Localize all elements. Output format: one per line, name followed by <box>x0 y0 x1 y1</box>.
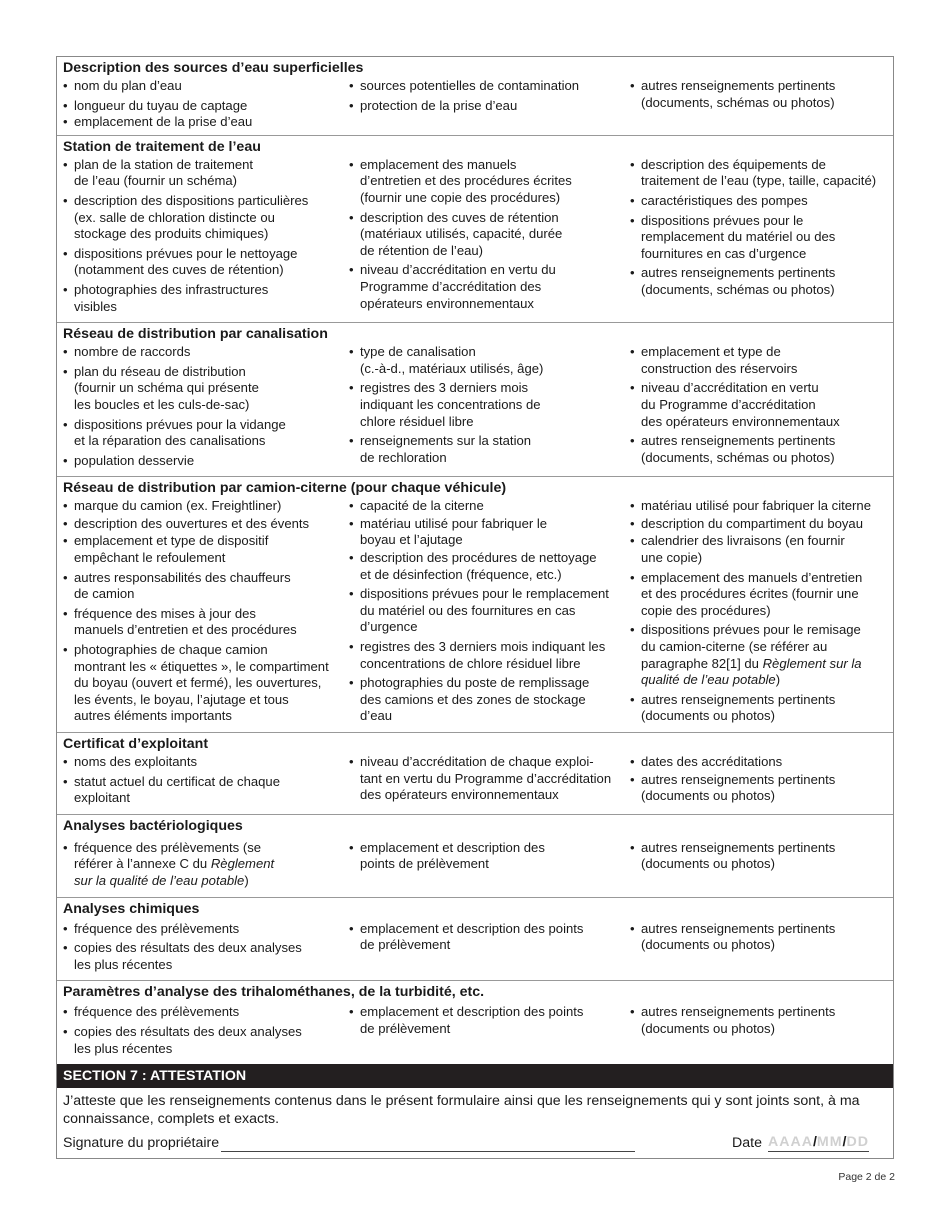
list-item: • description des dispositions particulières (ex. salle de chloration distincte ou stockage des produits chimiques) <box>63 193 349 243</box>
item-text: dispositions prévues pour le remisage du camion-citerne (se référer au paragraphe 82[1] du <box>641 622 861 671</box>
section-title: Réseau de distribution par canalisation <box>63 326 328 343</box>
section-tanker-network <box>57 477 893 733</box>
section-title: Analyses chimiques <box>63 900 200 917</box>
list-item: • autres renseignements pertinents (documents ou photos) <box>630 692 888 725</box>
date-separator: / <box>842 1134 847 1151</box>
attestation-text: J’atteste que les renseignements contenus dans le présent formulaire ainsi que les renseignements qui y sont joints sont, à ma connaissance, complets et exacts. <box>63 1093 860 1128</box>
list-item: • niveau d’accréditation de chaque exploi- tant en vertu du Programme d’accréditation des opérateurs environnementaux <box>349 754 630 804</box>
list-item: • dispositions prévues pour le remplacement du matériel ou des fournitures en cas d’urgence <box>349 586 630 636</box>
list-item: • caractéristiques des pompes <box>630 193 888 210</box>
page-number: Page 2 de 2 <box>838 1171 895 1183</box>
list-item: • fréquence des mises à jour des manuels d’entretien et des procédures <box>63 606 349 639</box>
list-item: • matériau utilisé pour fabriquer le boyau et l’ajutage <box>349 516 630 549</box>
section-title: Réseau de distribution par camion-citerne (pour chaque véhicule) <box>63 480 507 497</box>
list-item: • emplacement et description des points de prélèvement <box>349 1004 630 1037</box>
list-item: • emplacement de la prise d’eau <box>63 114 349 131</box>
list-item: • dates des accréditations <box>630 754 888 771</box>
list-item: • plan du réseau de distribution (fournir un schéma qui présente les boucles et les culs-de-sac) <box>63 364 349 414</box>
section-pipe-network <box>57 323 893 477</box>
list-item: • niveau d’accréditation en vertu du Programme d’accréditation des opérateurs environnementaux <box>630 380 888 430</box>
list-item: • description des ouvertures et des évents <box>63 516 349 533</box>
regulation-reference: Règlement sur la qualité de l’eau potable <box>641 655 862 688</box>
section-operator-certificate <box>57 733 893 815</box>
list-item: • nom du plan d’eau <box>63 78 349 95</box>
list-item: • registres des 3 derniers mois indiquant les concentrations de chlore résiduel libre <box>349 380 630 430</box>
list-item: • autres renseignements pertinents (documents ou photos) <box>630 921 888 954</box>
section-title: Analyses bactériologiques <box>63 817 243 834</box>
list-item: • dispositions prévues pour le nettoyage (notamment des cuves de rétention) <box>63 246 349 279</box>
signature-row <box>63 1133 887 1152</box>
date-label: Date <box>732 1135 762 1152</box>
section-treatment-station <box>57 136 893 323</box>
list-item: • protection de la prise d’eau <box>349 98 630 115</box>
section-title: Certificat d’exploitant <box>63 736 209 752</box>
list-item: • sources potentielles de contamination <box>349 78 630 95</box>
date-month-field[interactable]: MM <box>816 1134 843 1151</box>
list-item: • capacité de la citerne <box>349 498 630 515</box>
section-bacteriological-analyses <box>57 815 893 898</box>
section-title: Description des sources d’eau superficielles <box>63 60 364 76</box>
list-item: • registres des 3 derniers mois indiquant les concentrations de chlore résiduel libre <box>349 639 630 672</box>
list-item: • nombre de raccords <box>63 344 349 361</box>
list-item: • noms des exploitants <box>63 754 349 771</box>
list-item: • description des procédures de nettoyage et de désinfection (fréquence, etc.) <box>349 550 630 583</box>
list-item: • population desservie <box>63 453 349 470</box>
list-item: • statut actuel du certificat de chaque exploitant <box>63 774 349 807</box>
list-item: • autres renseignements pertinents (documents ou photos) <box>630 772 888 805</box>
list-item: • renseignements sur la station de rechloration <box>349 433 630 466</box>
checklist-form <box>56 56 894 1159</box>
item-text: ) <box>244 872 249 888</box>
list-item: • emplacement et description des points de prélèvement <box>349 840 630 873</box>
date-field[interactable] <box>768 1133 869 1152</box>
list-item: • photographies du poste de remplissage des camions et des zones de stockage d’eau <box>349 675 630 725</box>
list-item: • calendrier des livraisons (en fournir une copie) <box>630 533 888 566</box>
list-item: • longueur du tuyau de captage <box>63 98 349 115</box>
list-item: • emplacement et type de construction des réservoirs <box>630 344 888 377</box>
list-item <box>630 622 888 688</box>
list-item: • matériau utilisé pour fabriquer la citerne <box>630 498 888 515</box>
list-item: • copies des résultats des deux analyses les plus récentes <box>63 940 349 973</box>
date-year-field[interactable]: AAAA <box>767 1134 813 1151</box>
list-item: • description du compartiment du boyau <box>630 516 888 533</box>
list-item: • emplacement et type de dispositif empêchant le refoulement <box>63 533 349 566</box>
list-item: • marque du camion (ex. Freightliner) <box>63 498 349 515</box>
list-item: • photographies des infrastructures visibles <box>63 282 349 315</box>
list-item: • description des équipements de traitement de l’eau (type, taille, capacité) <box>630 157 888 190</box>
signature-label: Signature du propriétaire <box>63 1135 220 1152</box>
list-item: • dispositions prévues pour le remplacement du matériel ou des fournitures en cas d’urgence <box>630 213 888 263</box>
list-item <box>63 840 349 890</box>
item-text: ) <box>775 672 781 688</box>
list-item: • photographies de chaque camion montrant les « étiquettes », le compartiment du boyau (ouvert et fermé), les ouvertures, les évents, le boyau, l’ajutage et tous autres éléments importants <box>63 642 349 725</box>
section-title: Station de traitement de l’eau <box>63 138 261 155</box>
section-title: Paramètres d’analyse des trihalométhanes, de la turbidité, etc. <box>63 984 485 1001</box>
attestation-header: SECTION 7 : ATTESTATION <box>57 1064 893 1088</box>
list-item: • autres renseignements pertinents (documents, schémas ou photos) <box>630 78 888 111</box>
list-item: • copies des résultats des deux analyses les plus récentes <box>63 1024 349 1057</box>
list-item: • autres renseignements pertinents (documents, schémas ou photos) <box>630 265 888 298</box>
list-item: • autres renseignements pertinents (documents, schémas ou photos) <box>630 433 888 466</box>
section-chemical-analyses <box>57 898 893 982</box>
date-day-field[interactable]: DD <box>846 1134 869 1151</box>
list-item: • autres renseignements pertinents (documents ou photos) <box>630 840 888 873</box>
list-item: • description des cuves de rétention (matériaux utilisés, capacité, durée de rétention de l’eau) <box>349 210 630 260</box>
list-item: • emplacement des manuels d’entretien et des procédures écrites (fournir une copie des procédures) <box>630 570 888 620</box>
list-item: • emplacement et description des points de prélèvement <box>349 921 630 954</box>
section-surface-water <box>57 57 893 136</box>
list-item: • plan de la station de traitement de l’eau (fournir un schéma) <box>63 157 349 190</box>
attestation-block <box>57 1088 893 1158</box>
list-item: • dispositions prévues pour la vidange et la réparation des canalisations <box>63 417 349 450</box>
list-item: • fréquence des prélèvements <box>63 1004 349 1021</box>
date-separator: / <box>812 1134 817 1151</box>
regulation-reference: Règlement sur la qualité de l’eau potable <box>74 856 275 888</box>
signature-field[interactable] <box>221 1137 635 1152</box>
list-item: • emplacement des manuels d’entretien et des procédures écrites (fournir une copie des procédures) <box>349 157 630 207</box>
section-thm-turbidity <box>57 981 893 1064</box>
list-item: • autres responsabilités des chauffeurs de camion <box>63 570 349 603</box>
list-item: • autres renseignements pertinents (documents ou photos) <box>630 1004 888 1037</box>
item-text: fréquence des prélèvements (se référer à l’annexe C du <box>74 839 262 872</box>
list-item: • type de canalisation (c.-à-d., matériaux utilisés, âge) <box>349 344 630 377</box>
list-item: • fréquence des prélèvements <box>63 921 349 938</box>
list-item: • niveau d’accréditation en vertu du Programme d’accréditation des opérateurs environnementaux <box>349 262 630 312</box>
